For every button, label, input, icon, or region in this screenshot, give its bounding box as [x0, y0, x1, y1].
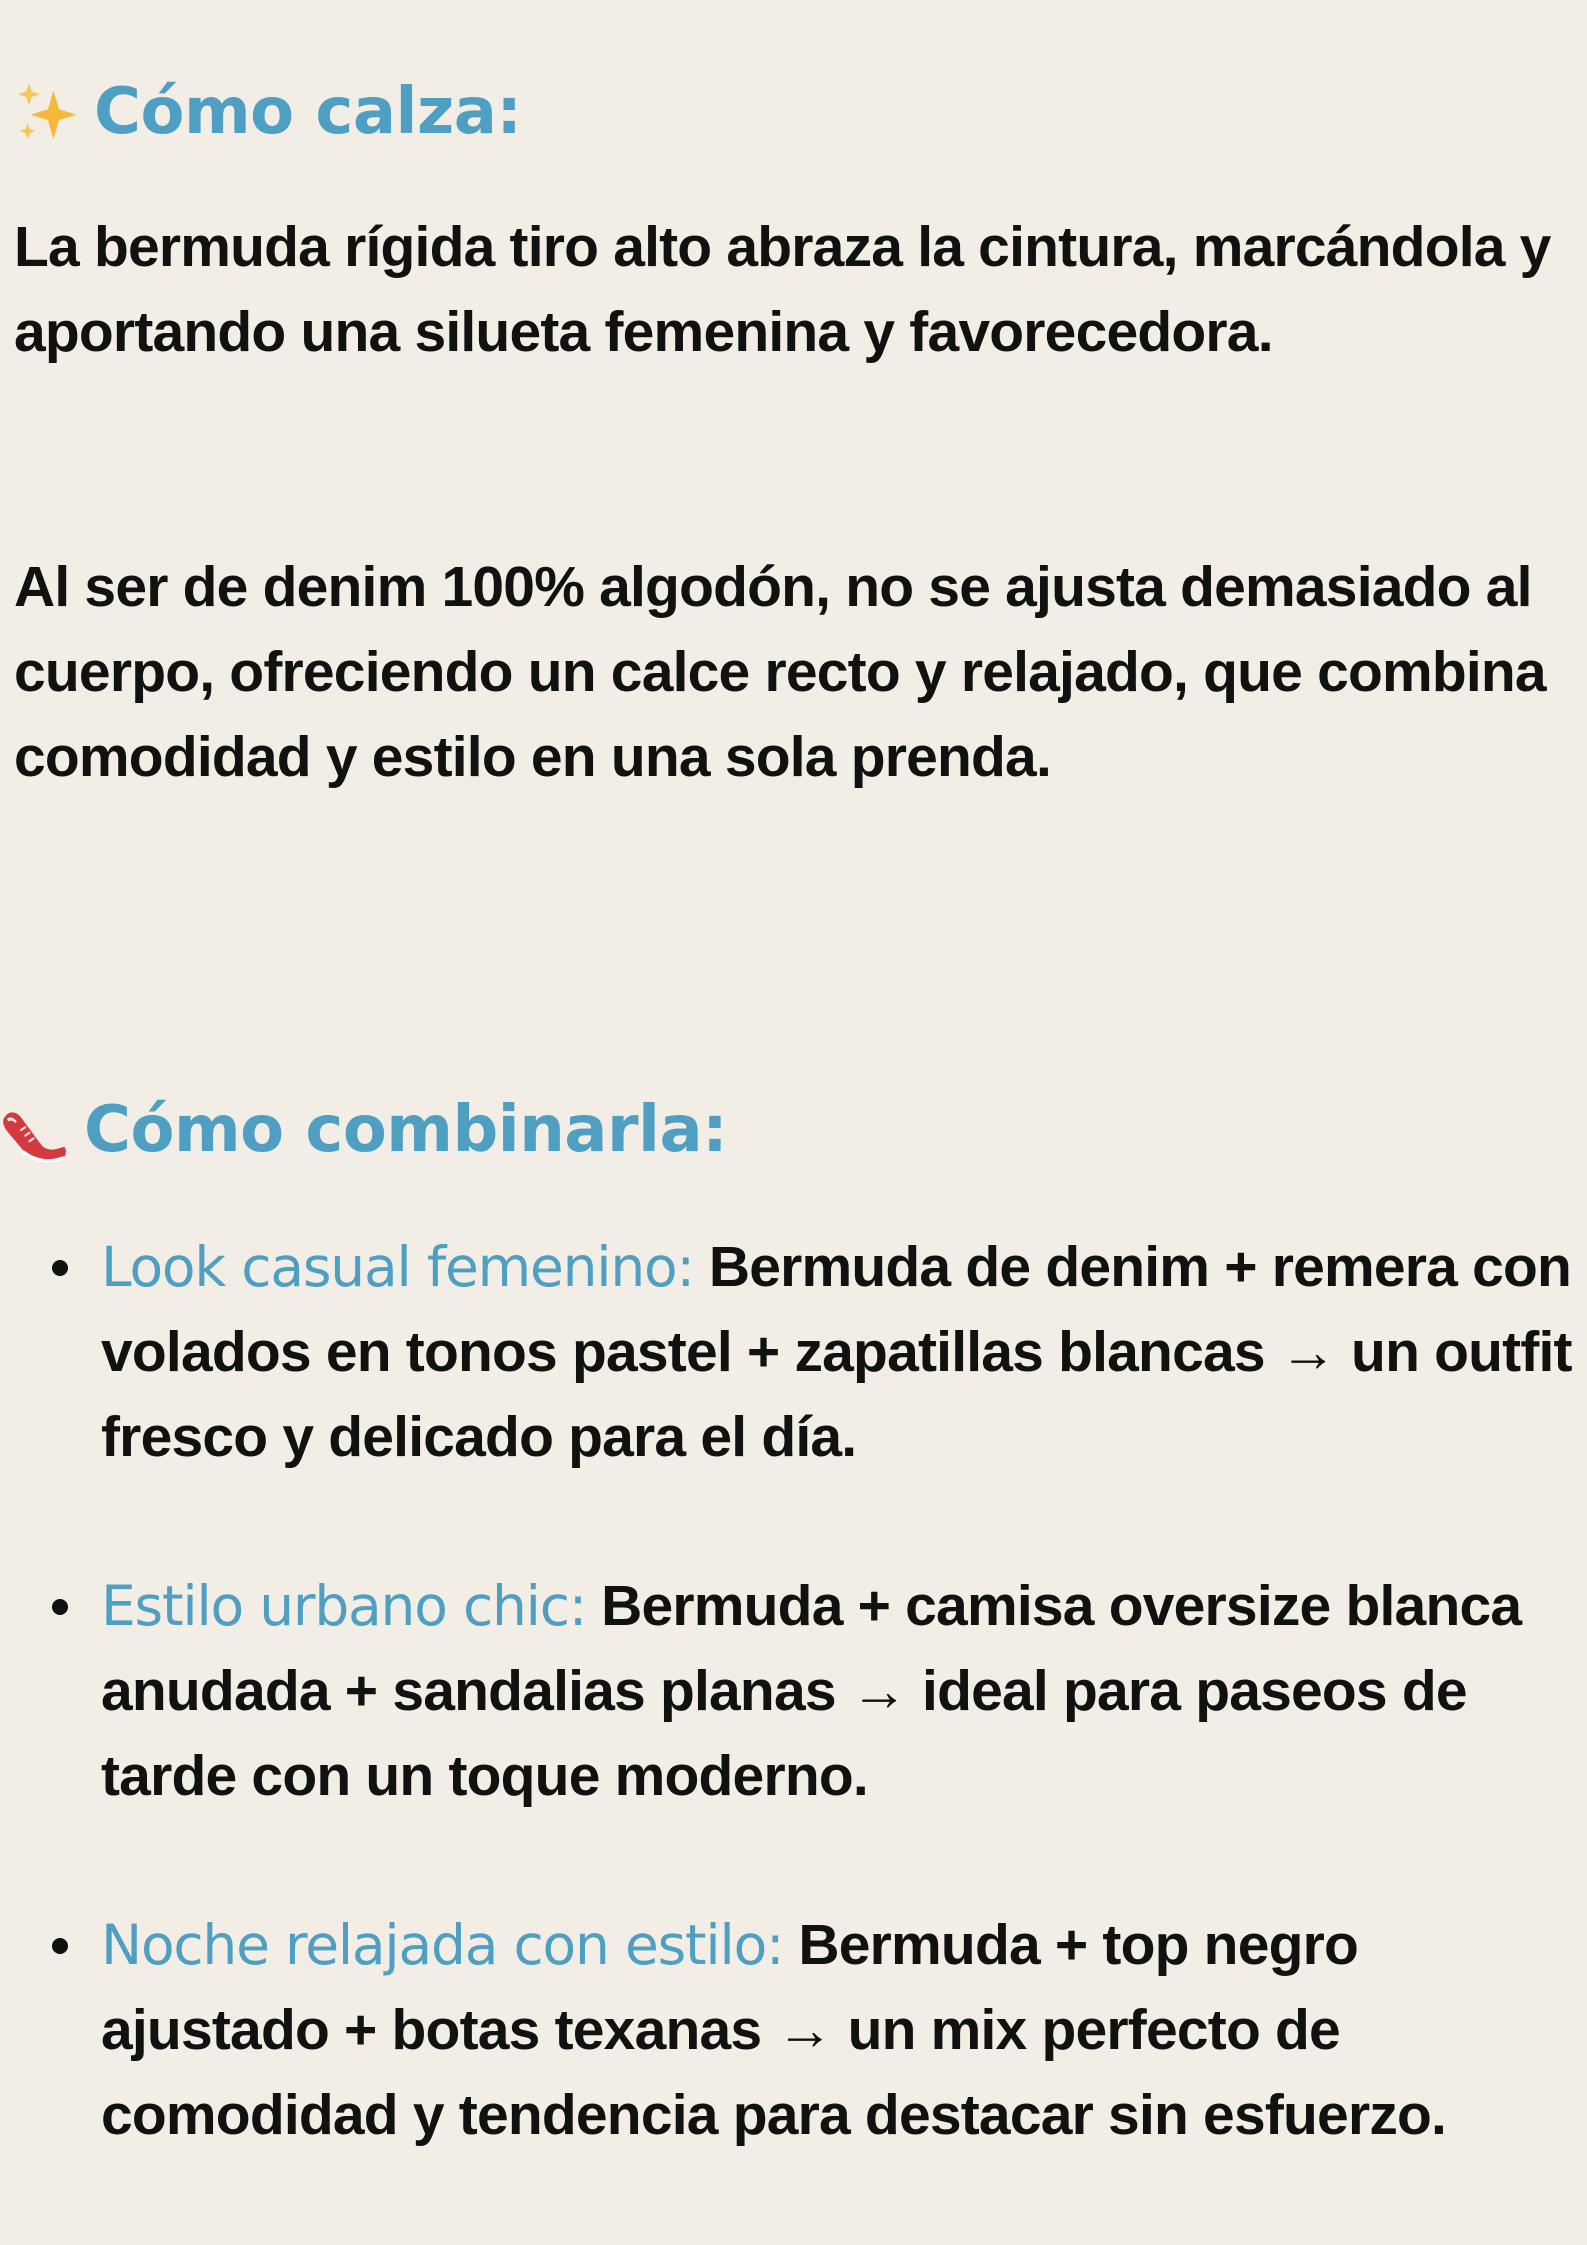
- list-item: [0, 1903, 1581, 2158]
- list-item: [0, 1225, 1581, 1480]
- look-label: Look casual femenino:: [101, 1235, 694, 1299]
- look-description: Bermuda + top negro ajustado + botas texanas → un mix perfecto de comodidad y tendencia para destacar sin esfuerzo.: [101, 1913, 1447, 2147]
- combine-section-title: Cómo combinarla:: [84, 1093, 728, 1168]
- sneaker-icon: [0, 1095, 70, 1165]
- bullet-dot: [52, 1938, 68, 1954]
- fit-paragraph-waist: La bermuda rígida tiro alto abraza la cintura, marcándola y aportando una silueta femenina y favorecedora.: [14, 215, 1551, 364]
- outfit-list: [0, 1225, 1587, 2242]
- bullet-dot: [52, 1260, 68, 1276]
- bullet-dot: [52, 1599, 68, 1615]
- combine-section-heading: [0, 1093, 727, 1167]
- sparkles-icon: [14, 78, 82, 146]
- fit-section-heading: [14, 75, 521, 149]
- fit-section-title: Cómo calza:: [94, 75, 522, 150]
- look-label: Estilo urbano chic:: [101, 1574, 587, 1638]
- fit-paragraph-denim: Al ser de denim 100% algodón, no se ajusta demasiado al cuerpo, ofreciendo un calce recto y relajado, que combina comodidad y estilo en una sola prenda.: [14, 555, 1546, 789]
- look-label: Noche relajada con estilo:: [101, 1913, 784, 1977]
- look-description: Bermuda + camisa oversize blanca anudada + sandalias planas → ideal para paseos de tarde con un toque moderno.: [101, 1574, 1522, 1808]
- look-description: Bermuda de denim + remera con volados en tonos pastel + zapatillas blancas → un outfit fresco y delicado para el día.: [101, 1235, 1572, 1469]
- list-item: [0, 1564, 1581, 1819]
